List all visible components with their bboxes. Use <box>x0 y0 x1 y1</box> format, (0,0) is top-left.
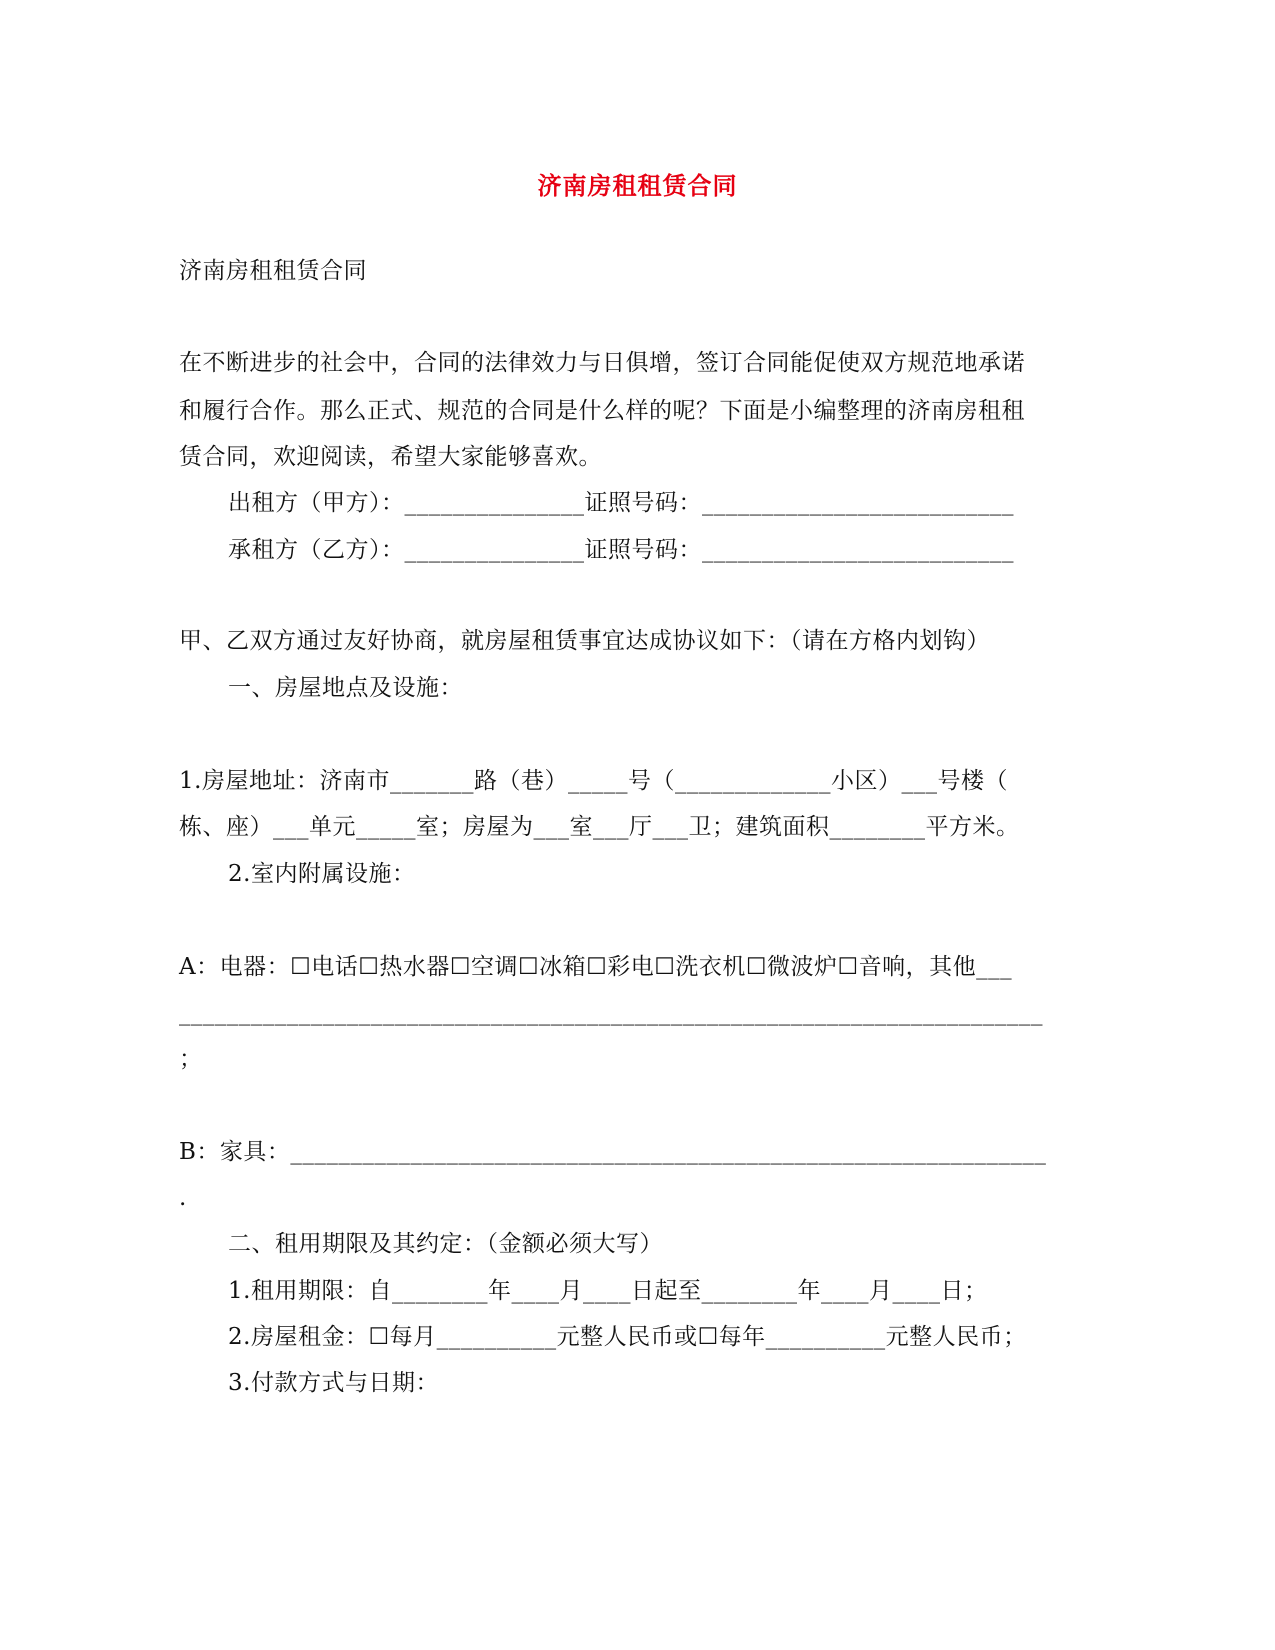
furniture-line-2: . <box>179 1185 187 1211</box>
lessor-line: 出租方（甲方）：_______________证照号码：__________________________ <box>228 490 1014 516</box>
intro-line-2: 和履行合作。那么正式、规范的合同是什么样的呢？下面是小编整理的济南房租租 <box>179 398 1025 424</box>
address-line-2: 栋、座）___单元_____室；房屋为___室___厅___卫；建筑面积________平方米。 <box>179 814 1020 840</box>
furniture-line-1: B：家具：_______________________________________________________________ <box>179 1139 1047 1165</box>
rent-line: 2.房屋租金：☐每月__________元整人民币或☐每年__________元整人民币； <box>228 1324 1027 1350</box>
document-subtitle: 济南房租租赁合同 <box>179 258 367 284</box>
appliances-line-1: A：电器：☐电话☐热水器☐空调☐冰箱☐彩电☐洗衣机☐微波炉☐音响，其他___ <box>179 954 1013 980</box>
payment-line: 3.付款方式与日期： <box>228 1370 439 1396</box>
intro-line-1: 在不断进步的社会中，合同的法律效力与日俱增，签订合同能促使双方规范地承诺 <box>179 350 1025 376</box>
section2-heading: 二、租用期限及其约定：（金额必须大写） <box>228 1231 663 1257</box>
section1-heading: 一、房屋地点及设施： <box>228 675 463 701</box>
address-line-1: 1.房屋地址：济南市_______路（巷）_____号（_____________小区）___号楼（ <box>179 768 1008 794</box>
appliances-line-3: ； <box>179 1046 203 1072</box>
agreement-line: 甲、乙双方通过友好协商，就房屋租赁事宜达成协议如下：（请在方格内划钩） <box>179 628 990 654</box>
term-line: 1.租用期限：自________年____月____日起至________年____月____日； <box>228 1278 988 1304</box>
document-title: 济南房租租赁合同 <box>537 171 738 200</box>
appliances-line-2: ________________________________________________________________________ <box>179 1000 1043 1026</box>
intro-line-3: 赁合同，欢迎阅读，希望大家能够喜欢。 <box>179 444 602 470</box>
facilities-heading: 2.室内附属设施： <box>228 861 416 887</box>
lessee-line: 承租方（乙方）：_______________证照号码：__________________________ <box>228 537 1014 563</box>
